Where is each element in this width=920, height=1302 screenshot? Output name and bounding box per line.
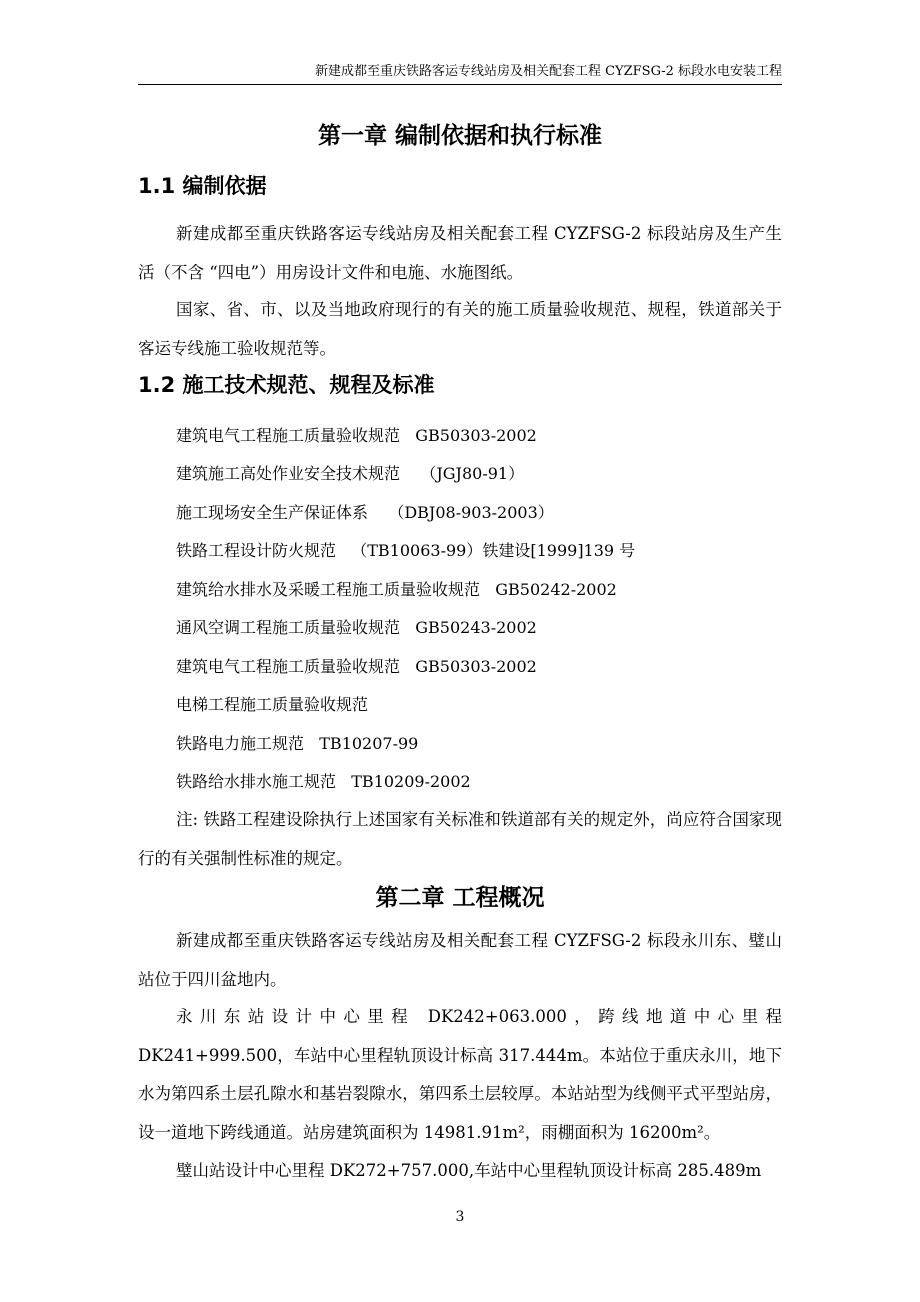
chapter-2-paragraph-1: 新建成都至重庆铁路客运专线站房及相关配套工程 CYZFSG-2 标段永川东、璧山站位于四川盆地内。: [138, 931, 782, 989]
chapter-2-paragraph-3: 璧山站设计中心里程 DK272+757.000,车站中心里程轨顶设计标高 285.489m: [176, 1161, 762, 1180]
section-1-1-paragraph-2: 国家、省、市、以及当地政府现行的有关的施工质量验收规范、规程，铁道部关于客运专线施工验收规范等。: [138, 300, 782, 358]
section-1-1-title: 1.1 编制依据: [138, 174, 267, 198]
standard-item: 建筑给水排水及采暖工程施工质量验收规范 GB50242-2002: [176, 580, 617, 599]
standard-item: 电梯工程施工质量验收规范: [176, 695, 369, 714]
header-rule: [138, 84, 782, 85]
standard-item: 建筑电气工程施工质量验收规范 GB50303-2002: [176, 657, 537, 676]
standard-item: 铁路给水排水施工规范 TB10209-2002: [176, 772, 471, 791]
standard-item: 建筑电气工程施工质量验收规范 GB50303-2002: [176, 426, 537, 445]
chapter-2-paragraph-2: 永川东站设计中心里程 DK242+063.000，跨线地道中心里程 DK241+999.500，车站中心里程轨顶设计标高 317.444m。本站位于重庆永川，地下水为第四系土层孔隙水和基岩裂隙水，第四系土层较厚。本站站型为线侧平式平型站房，设一道地下跨线通道。站房建筑面积为 14981.91m²，雨棚面积为 16200m²。: [138, 1007, 782, 1142]
standard-item: 通风空调工程施工质量验收规范 GB50243-2002: [176, 618, 537, 637]
standard-item: 施工现场安全生产保证体系 （DBJ08-903-2003）: [176, 503, 554, 522]
standard-item: 铁路工程设计防火规范 （TB10063-99）铁建设[1999]139 号: [176, 541, 636, 560]
section-1-1-paragraph-1: 新建成都至重庆铁路客运专线站房及相关配套工程 CYZFSG-2 标段站房及生产生活（不含 “四电”）用房设计文件和电施、水施图纸。: [138, 224, 782, 282]
chapter-1-title: 第一章 编制依据和执行标准: [317, 123, 602, 149]
page-number: 3: [455, 1209, 465, 1225]
page-header: 新建成都至重庆铁路客运专线站房及相关配套工程 CYZFSG-2 标段水电安装工程: [314, 64, 782, 79]
standard-item: 铁路电力施工规范 TB10207-99: [176, 734, 419, 753]
chapter-2-title: 第二章 工程概况: [375, 885, 545, 911]
standard-item: 建筑施工高处作业安全技术规范 （JGJ80-91）: [176, 464, 525, 483]
standards-note: 注: 铁路工程建设除执行上述国家有关标准和铁道部有关的规定外，尚应符合国家现行的有关强制性标准的规定。: [138, 810, 782, 868]
section-1-2-title: 1.2 施工技术规范、规程及标准: [138, 373, 435, 397]
